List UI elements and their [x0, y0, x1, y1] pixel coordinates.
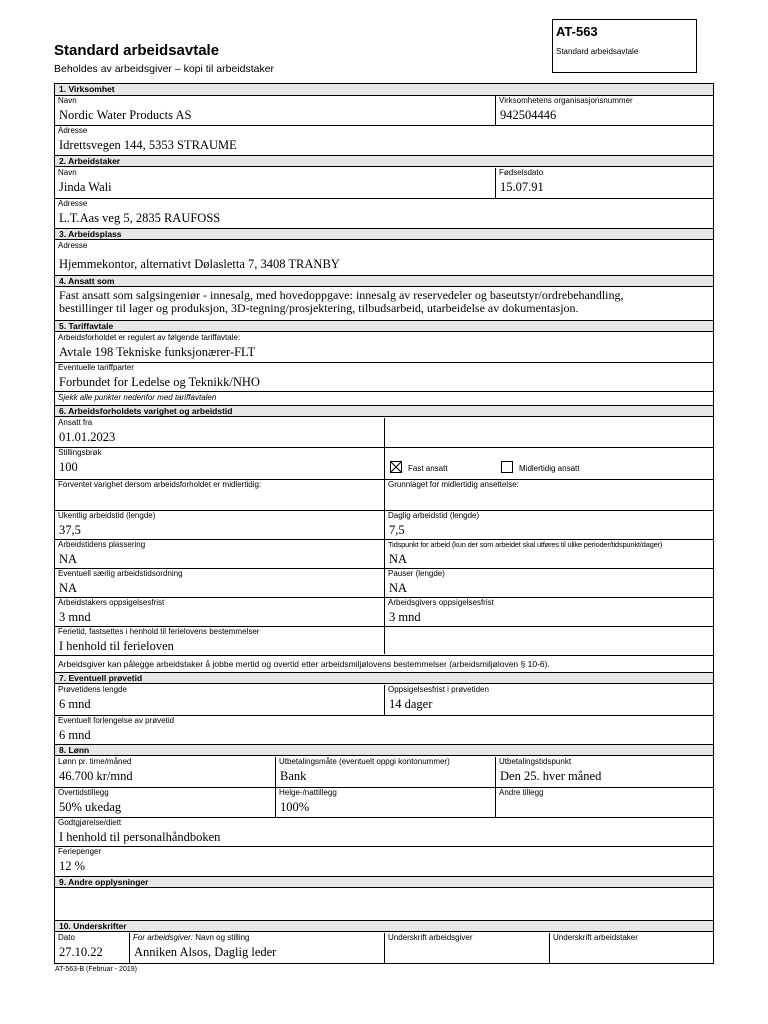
sign-date-cell — [55, 933, 129, 963]
allowance-cell — [55, 817, 713, 846]
payment-method-cell — [276, 757, 495, 787]
section-1-heading: 1. Virksomhet — [55, 84, 713, 96]
company-name-label: Navn — [58, 96, 77, 105]
special-hours-label: Eventuell særlig arbeidstidsordning — [58, 569, 183, 578]
work-timing-value[interactable]: NA — [389, 552, 408, 566]
position-fraction-label: Stillingsbrøk — [58, 448, 102, 457]
employee-notice-label: Arbeidstakers oppsigelsesfrist — [58, 598, 165, 607]
checkmark-x-icon — [391, 462, 401, 472]
payment-time-value[interactable]: Den 25. hver måned — [500, 769, 602, 783]
probation-notice-value[interactable]: 14 dager — [389, 697, 433, 711]
employee-notice-cell — [55, 597, 384, 626]
company-name-cell — [55, 96, 495, 125]
holiday-cell — [55, 626, 713, 655]
temp-basis-cell — [385, 479, 714, 510]
tariff-agreement-cell — [55, 333, 713, 362]
employee-signature-cell[interactable] — [550, 933, 714, 963]
probation-extension-cell — [55, 715, 713, 744]
weekly-hours-label: Ukentlig arbeidstid (lengde) — [58, 511, 156, 520]
work-timing-label: Tidspunkt for arbeid (kun der som arbeidet skal utføres til ulike perioder/tidspunkt/dager) — [388, 540, 663, 549]
probation-length-label: Prøvetidens lengde — [58, 685, 127, 694]
wage-value[interactable]: 46.700 kr/mnd — [59, 769, 133, 783]
holiday-pay-cell — [55, 846, 713, 876]
probation-extension-value[interactable]: 6 mnd — [59, 728, 91, 742]
weekly-hours-cell — [55, 510, 384, 539]
tariff-agreement-value[interactable]: Avtale 198 Tekniske funksjonærer-FLT — [59, 345, 256, 359]
birthdate-cell — [496, 168, 714, 198]
employer-rep-value[interactable]: Anniken Alsos, Daglig leder — [134, 945, 277, 959]
employee-notice-value[interactable]: 3 mnd — [59, 610, 91, 624]
daily-hours-cell — [385, 510, 714, 539]
probation-extension-label: Eventuell forlengelse av prøvetid — [58, 716, 175, 725]
expected-duration-label: Forventet varighet dersom arbeidsforholdet er midlertidig: — [58, 480, 262, 489]
company-address-cell — [55, 125, 713, 155]
employee-name-label: Navn — [58, 168, 77, 177]
section-5-heading: 5. Tariffavtale — [55, 320, 713, 332]
temporary-label: Midlertidig ansatt — [519, 464, 580, 473]
section-2-heading: 2. Arbeidstaker — [55, 155, 713, 167]
workplace-cell — [55, 241, 713, 275]
work-timing-cell — [385, 539, 714, 568]
special-hours-cell — [55, 568, 384, 597]
sign-date-value[interactable]: 27.10.22 — [59, 945, 103, 959]
wage-label: Lønn pr. time/måned — [58, 757, 132, 766]
allowance-value[interactable]: I henhold til personalhåndboken — [59, 830, 221, 844]
tariff-note: Sjekk alle punkter nedenfor med tariffavtalen — [55, 391, 713, 405]
holiday-label: Ferietid, fastsettes i henhold til ferielovens bestemmelser — [58, 627, 260, 636]
position-fraction-cell — [55, 447, 384, 479]
hours-placement-label: Arbeidstidens plassering — [58, 540, 146, 549]
company-name-value[interactable]: Nordic Water Products AS — [59, 108, 192, 122]
daily-hours-value[interactable]: 7,5 — [389, 523, 405, 537]
position-line-2[interactable]: bestillinger til lager og produksjon, 3D-tegning/prosjektering, tilbudsarbeid, utarbeidelse av dokumentasjon. — [59, 301, 579, 315]
section-3-heading: 3. Arbeidsplass — [55, 228, 713, 240]
other-pay-label: Andre tillegg — [499, 788, 544, 797]
employer-rep-label — [130, 933, 384, 943]
holiday-pay-value[interactable]: 12 % — [59, 859, 86, 873]
employer-notice-label: Arbeidsgivers oppsigelsesfrist — [388, 598, 494, 607]
probation-notice-cell — [385, 685, 714, 715]
employee-signature-label: Underskrift arbeidstaker — [553, 933, 638, 942]
org-number-cell — [496, 96, 714, 125]
hours-placement-cell — [55, 539, 384, 568]
document-title: Standard arbeidsavtale — [54, 42, 220, 59]
employer-rep-cell — [130, 933, 384, 963]
position-line-1[interactable]: Fast ansatt som salgsingeniør - innesalg, med hovedoppgave: innesalg av reservedeler og baseutstyr/ordrebehandling, — [59, 288, 624, 302]
employer-rep-label-italic: For arbeidsgiver: — [133, 933, 194, 942]
employer-signature-cell[interactable] — [385, 933, 549, 963]
sign-date-label: Dato — [58, 933, 75, 942]
section-10-heading: 10. Underskrifter — [55, 920, 713, 932]
employer-notice-cell — [385, 597, 714, 626]
overtime-pay-label: Overtidstillegg — [58, 788, 109, 797]
payment-method-label: Utbetalingsmåte (eventuelt oppgi kontonummer) — [279, 757, 450, 766]
special-hours-value[interactable]: NA — [59, 581, 78, 595]
form-name: Standard arbeidsavtale — [556, 47, 639, 56]
overtime-pay-cell — [55, 787, 275, 817]
hours-placement-value[interactable]: NA — [59, 552, 78, 566]
company-address-label: Adresse — [58, 126, 88, 135]
permanent-label: Fast ansatt — [408, 464, 448, 473]
other-info-cell — [55, 889, 713, 920]
wage-cell — [55, 757, 275, 787]
breaks-value[interactable]: NA — [389, 581, 408, 595]
weekend-pay-cell — [276, 787, 495, 817]
holiday-pay-label: Feriepenger — [58, 847, 102, 856]
weekly-hours-value[interactable]: 37,5 — [59, 523, 81, 537]
org-number-label: Virksomhetens organisasjonsnummer — [499, 96, 633, 105]
position-cell — [55, 288, 713, 320]
start-date-label: Ansatt fra — [58, 418, 93, 427]
position-fraction-value[interactable]: 100 — [59, 460, 78, 474]
section-7-heading: 7. Eventuell prøvetid — [55, 672, 713, 684]
employment-type-cell — [385, 447, 714, 479]
probation-length-value[interactable]: 6 mnd — [59, 697, 91, 711]
breaks-cell — [385, 568, 714, 597]
temp-basis-label: Grunnlaget for midlertidig ansettelse: — [388, 480, 519, 489]
section-6-heading: 6. Arbeidsforholdets varighet og arbeidstid — [55, 405, 713, 417]
start-date-cell — [55, 418, 384, 447]
temporary-checkbox[interactable] — [501, 461, 513, 473]
birthdate-label: Fødselsdato — [499, 168, 544, 177]
document-subtitle: Beholdes av arbeidsgiver – kopi til arbeidstaker — [54, 63, 275, 75]
other-pay-cell — [496, 787, 714, 817]
overtime-note: Arbeidsgiver kan pålegge arbeidstaker å jobbe mertid og overtid etter arbeidsmiljølovens bestemmelser (arbeidsmiljøloven § 10-6). — [55, 655, 713, 672]
breaks-label: Pauser (lengde) — [388, 569, 445, 578]
tariff-agreement-label: Arbeidsforholdet er regulert av følgende tariffavtale: — [58, 333, 241, 342]
permanent-checkbox[interactable] — [390, 461, 402, 473]
overtime-pay-value[interactable]: 50% ukedag — [59, 800, 122, 814]
workplace-value[interactable]: Hjemmekontor, alternativt Dølasletta 7, 3408 TRANBY — [59, 257, 340, 271]
section-8-heading: 8. Lønn — [55, 744, 713, 756]
payment-time-label: Utbetalingstidspunkt — [499, 757, 572, 766]
probation-length-cell — [55, 685, 384, 715]
org-number-value[interactable]: 942504446 — [500, 108, 557, 122]
probation-notice-label: Oppsigelsesfrist i prøvetiden — [388, 685, 489, 694]
form-code-box — [552, 19, 697, 73]
employee-address-value[interactable]: L.T.Aas veg 5, 2835 RAUFOSS — [59, 211, 221, 225]
holiday-value[interactable]: I henhold til ferieloven — [59, 639, 174, 653]
employer-signature-label: Underskrift arbeidsgiver — [388, 933, 473, 942]
company-address-value[interactable]: Idrettsvegen 144, 5353 STRAUME — [59, 138, 237, 152]
footer-code: AT-563-B (Februar - 2019) — [55, 966, 137, 973]
daily-hours-label: Daglig arbeidstid (lengde) — [388, 511, 480, 520]
employment-contract-form — [54, 83, 714, 964]
birthdate-value[interactable]: 15.07.91 — [500, 180, 544, 194]
section-4-heading: 4. Ansatt som — [55, 275, 713, 287]
employee-name-cell — [55, 168, 495, 198]
payment-time-cell — [496, 757, 714, 787]
employee-address-label: Adresse — [58, 199, 88, 208]
workplace-label: Adresse — [58, 241, 88, 250]
payment-method-value[interactable]: Bank — [280, 769, 307, 783]
tariff-parties-cell — [55, 362, 713, 391]
form-code: AT-563 — [556, 24, 598, 39]
employer-rep-label-rest: Navn og stilling — [193, 933, 250, 942]
tariff-parties-label: Eventuelle tariffparter — [58, 363, 134, 372]
weekend-pay-label: Helge-/nattillegg — [279, 788, 337, 797]
employee-name-value[interactable]: Jinda Wali — [59, 180, 112, 194]
expected-duration-cell — [55, 479, 384, 510]
employee-address-cell — [55, 198, 713, 228]
employer-notice-value[interactable]: 3 mnd — [389, 610, 421, 624]
allowance-label: Godtgjørelse/diett — [58, 818, 122, 827]
weekend-pay-value[interactable]: 100% — [280, 800, 310, 814]
tariff-parties-value[interactable]: Forbundet for Ledelse og Teknikk/NHO — [59, 375, 260, 389]
section-9-heading: 9. Andre opplysninger — [55, 876, 713, 888]
start-date-value[interactable]: 01.01.2023 — [59, 430, 116, 444]
